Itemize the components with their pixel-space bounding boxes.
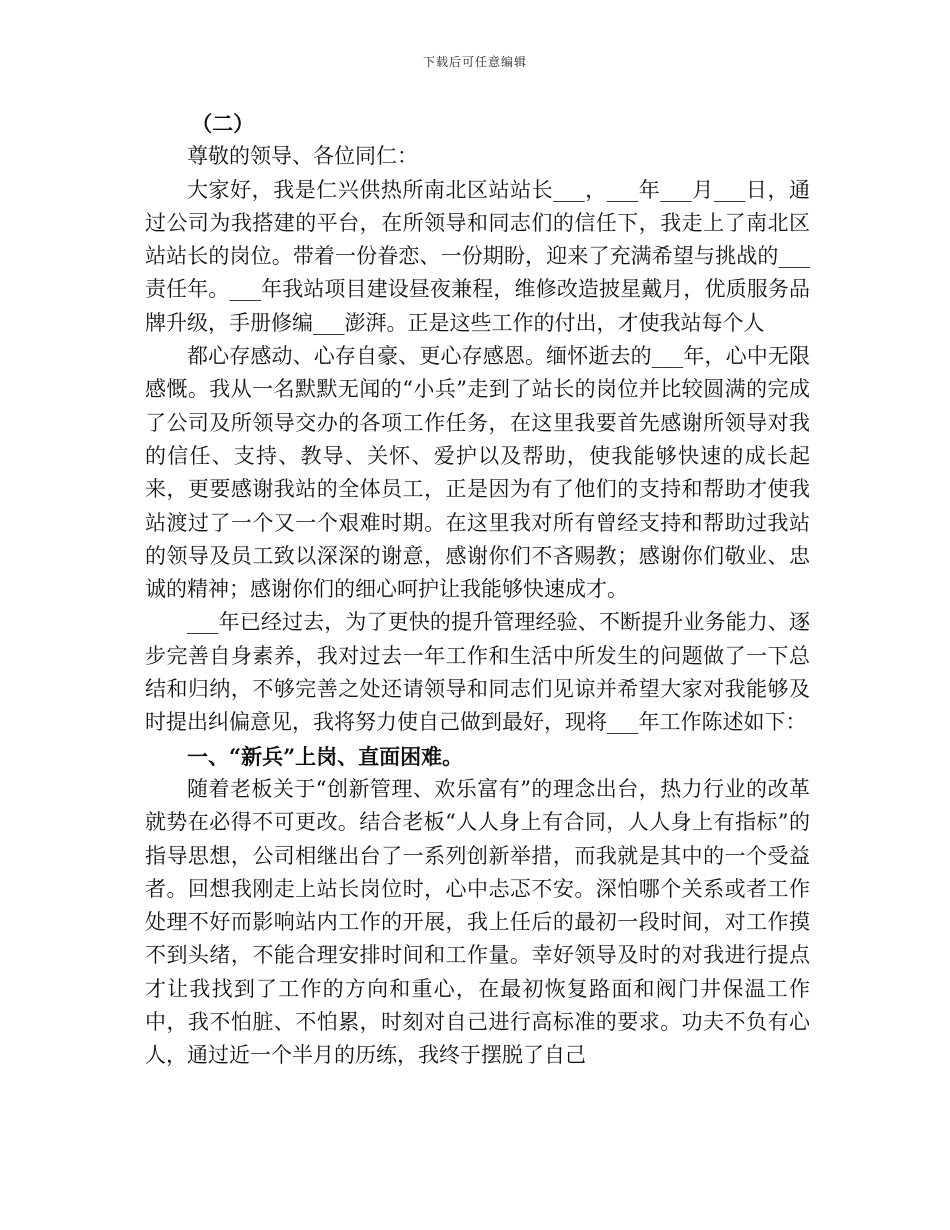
paragraph: 大家好，我是仁兴供热所南北区站站长___，___年___月___日，通过公司为我搭建的平台，在所领导和同志们的信任下，我走上了南北区站站长的岗位。带着一份眷恋、一份期盼，迎来了充满希望与挑战的___责任年。___年我站项目建设昼夜兼程，维修改造披星戴月，优质服务品牌升级，手册修编___澎湃。正是这些工作的付出，才使我站每个人 <box>145 177 810 335</box>
paragraph: 随着老板关于“创新管理、欢乐富有”的理念出台，热力行业的改革就势在必得不可更改。结合老板“人人身上有合同，人人身上有指标”的指导思想，公司相继出台了一系列创新举措，而我就是其中的一个受益者。回想我刚走上站长岗位时，心中忐忑不安。深怕哪个关系或者工作处理不好而影响站内工作的开展，我上任后的最初一段时间，对工作摸不到头绪，不能合理安排时间和工作量。幸好领导及时的对我进行提点才让我找到了工作的方向和重心，在最初恢复路面和阀门井保温工作中，我不怕脏、不怕累，时刻对自己进行高标准的要求。功夫不负有心人，通过近一个半月的历练，我终于摆脱了自己 <box>145 776 810 1068</box>
document-body <box>145 107 810 1073</box>
page-header-note: 下载后可任意编辑 <box>422 55 527 69</box>
document-subtitle: （二） <box>191 111 255 136</box>
paragraph: ___年已经过去，为了更快的提升管理经验、不断提升业务能力、逐步完善自身素养，我对过去一年工作和生活中所发生的问题做了一下总结和归纳，不够完善之处还请领导和同志们见谅并希望大家对我能够及时提出纠偏意见，我将努力使自己做到最好，现将___年工作陈述如下： <box>145 610 810 735</box>
section-heading: 一、“新兵”上岗、直面困难。 <box>187 743 464 769</box>
paragraph: 都心存感动、心存自豪、更心存感恩。缅怀逝去的___年，心中无限感慨。我从一名默默无闻的“小兵”走到了站长的岗位并比较圆满的完成了公司及所领导交办的各项工作任务，在这里我要首先感谢所领导对我的信任、支持、教导、关怀、爱护以及帮助，使我能够快速的成长起来，更要感谢我站的全体员工，正是因为有了他们的支持和帮助才使我站渡过了一个又一个艰难时期。在这里我对所有曾经支持和帮助过我站的领导及员工致以深深的谢意，感谢你们不吝赐教；感谢你们敬业、忠诚的精神；感谢你们的细心呵护让我能够快速成才。 <box>145 344 810 602</box>
salutation: 尊敬的领导、各位同仁： <box>187 144 418 169</box>
